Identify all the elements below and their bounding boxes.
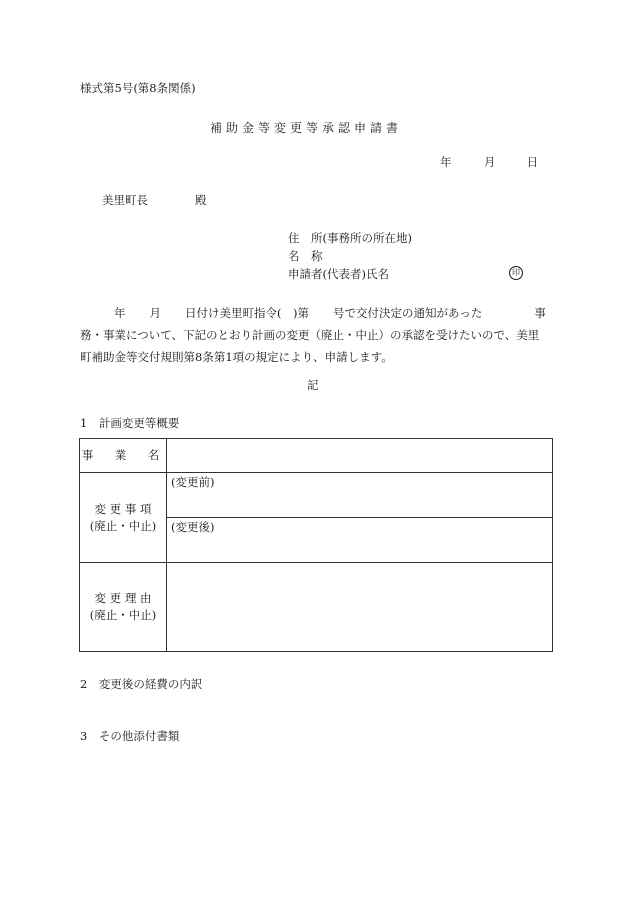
body-line-1: 年 月 日付け美里町指令( )第 号で交付決定の通知があった 事: [114, 306, 546, 320]
change-summary-table: [79, 438, 553, 652]
section-2-heading: 2 変更後の経費の内訳: [80, 677, 203, 691]
body-line-2: 務・事業について、下記のとおり計画の変更（廃止・中止）の承認を受けたいので、美里: [80, 328, 540, 342]
addressee-name: 美里町長: [102, 193, 148, 207]
body-paragraph: [80, 302, 558, 368]
ki-heading: 記: [307, 378, 319, 392]
before-change-cell[interactable]: (変更前): [167, 473, 553, 518]
after-change-cell[interactable]: (変更後): [167, 518, 553, 563]
change-items-label-cell: 変 更 事 項 (廃止・中止): [80, 473, 167, 563]
date-day: 日: [526, 155, 539, 169]
date-month: 月: [483, 155, 496, 169]
seal-mark: 印: [509, 266, 523, 280]
project-name-label-cell: 事 業 名: [80, 439, 167, 473]
addressee-honorific: 殿: [195, 193, 207, 207]
applicant-address-label: 住 所(事務所の所在地): [288, 231, 412, 245]
section-3-heading: 3 その他添付書類: [80, 729, 180, 743]
change-reason-label-cell: 変 更 理 由 (廃止・中止): [80, 563, 167, 652]
change-reason-value-cell[interactable]: [167, 563, 553, 652]
body-line-3: 町補助金等交付規則第8条第1項の規定により、申請します。: [80, 350, 393, 364]
applicant-representative-label: 申請者(代表者)氏名: [288, 267, 389, 281]
applicant-name-label: 名 称: [288, 249, 323, 263]
form-number: 様式第5号(第8条関係): [80, 81, 196, 95]
date-line: [440, 155, 538, 169]
page-title: 補助金等変更等承認申請書: [210, 121, 403, 135]
section-1-heading: 1 計画変更等概要: [80, 416, 180, 430]
project-name-value-cell[interactable]: [167, 439, 553, 473]
date-year: 年: [440, 155, 452, 169]
